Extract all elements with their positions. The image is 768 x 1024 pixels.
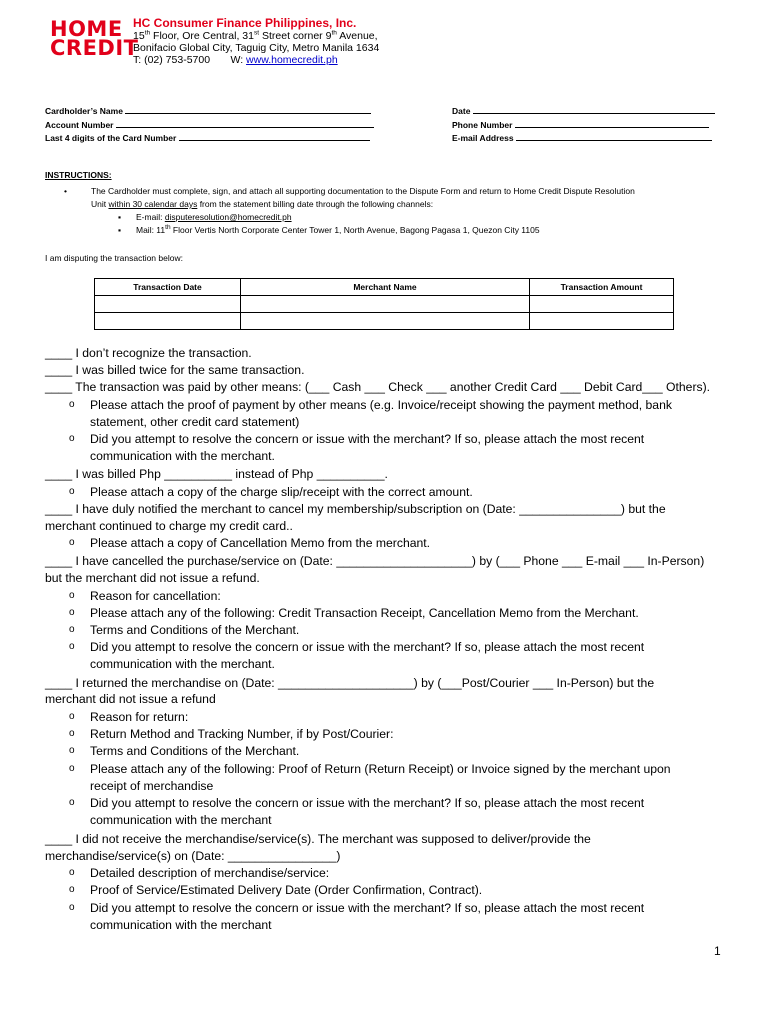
transaction-table (94, 278, 674, 330)
option-not-received-cont: merchandise/service(s) on (Date: ________________) (45, 849, 341, 863)
note-charge-slip: Please attach a copy of the charge slip/receipt with the correct amount. (90, 485, 473, 499)
bullet-o: o (69, 624, 75, 635)
bullet-o: o (69, 867, 75, 878)
table-cell[interactable] (530, 296, 674, 313)
col-transaction-amount: Transaction Amount (530, 279, 674, 296)
bullet-o: o (69, 711, 75, 722)
instructions-title: INSTRUCTIONS: (45, 170, 112, 180)
bullet-o: o (69, 763, 75, 774)
table-cell[interactable] (241, 296, 530, 313)
note-terms: Terms and Conditions of the Merchant. (90, 744, 300, 758)
note-resolve-attempt: Did you attempt to resolve the concern or issue with the merchant? If so, please attach the most recent (90, 640, 645, 654)
phone-number: T: (02) 753-5700 (133, 54, 211, 66)
option-cancel-membership-cont: merchant continued to charge my credit card.. (45, 519, 293, 533)
note-resolve-attempt: Did you attempt to resolve the concern or issue with the merchant? If so, please attach the most recent (90, 432, 645, 446)
option-cancelled-purchase-cont: but the merchant did not issue a refund. (45, 571, 260, 585)
account-number-field[interactable]: Account Number (45, 118, 374, 130)
option-not-received[interactable]: ____ I did not receive the merchandise/service(s). The merchant was supposed to deliver/provide the (45, 832, 591, 846)
email-channel: E-mail: disputeresolution@homecredit.ph (136, 212, 292, 222)
home-credit-logo (50, 17, 139, 60)
bullet-o: o (69, 797, 75, 808)
note-proof-service: Proof of Service/Estimated Delivery Date (Order Confirmation, Contract). (90, 883, 483, 897)
instruction-text-1: The Cardholder must complete, sign, and attach all supporting documentation to the Dispute Form and return to Home Credit Dispute Resolution (91, 186, 635, 196)
cardholder-name-field[interactable]: Cardholder’s Name (45, 104, 371, 116)
option-cancelled-purchase[interactable]: ____ I have cancelled the purchase/service on (Date: ____________________) by (___ Phone ___ E-mail ___ In-Person) (45, 554, 705, 568)
intro-text: I am disputing the transaction below: (45, 253, 183, 263)
option-billed-twice[interactable]: ____ I was billed twice for the same transaction. (45, 363, 305, 377)
note-resolve-attempt: Did you attempt to resolve the concern or issue with the merchant? If so, please attach the most recent (90, 901, 645, 915)
note-cancellation-memo: Please attach a copy of Cancellation Memo from the merchant. (90, 536, 431, 550)
table-row (95, 313, 674, 330)
square-bullet: ▪ (118, 225, 122, 235)
col-transaction-date: Transaction Date (95, 279, 241, 296)
website-link[interactable]: www.homecredit.ph (246, 54, 338, 66)
note-resolve-attempt-cont: communication with the merchant (90, 813, 272, 827)
address-line-1: 15th Floor, Ore Central, 31st Street corner 9th Avenue, (133, 29, 378, 42)
square-bullet: ▪ (118, 212, 122, 222)
option-returned-merchandise[interactable]: ____ I returned the merchandise on (Date: ____________________) by (___Post/Courier ___ In-Person) but the (45, 676, 655, 690)
instruction-text-2: Unit within 30 calendar days from the statement billing date through the following channels: (91, 199, 434, 209)
bullet-o: o (69, 641, 75, 652)
table-cell[interactable] (95, 313, 241, 330)
bullet-o: o (69, 590, 75, 601)
note-reason-cancellation: Reason for cancellation: (90, 589, 221, 603)
option-cancel-membership[interactable]: ____ I have duly notified the merchant to cancel my membership/subscription on (Date: _______________) but the (45, 502, 666, 516)
table-cell[interactable] (95, 296, 241, 313)
bullet-o: o (69, 399, 75, 410)
note-reason-return: Reason for return: (90, 710, 189, 724)
option-returned-merchandise-cont: merchant did not issue a refund (45, 692, 216, 706)
note-proof-return-cont: receipt of merchandise (90, 779, 214, 793)
table-cell[interactable] (530, 313, 674, 330)
phone-number-field[interactable]: Phone Number (452, 118, 709, 130)
dispute-email-link[interactable]: disputeresolution@homecredit.ph (164, 212, 292, 222)
option-unrecognized[interactable]: ____ I don’t recognize the transaction. (45, 346, 252, 360)
col-merchant-name: Merchant Name (241, 279, 530, 296)
note-tracking: Return Method and Tracking Number, if by Post/Courier: (90, 727, 394, 741)
bullet-o: o (69, 884, 75, 895)
mail-channel: Mail: 11th Floor Vertis North Corporate Center Tower 1, North Avenue, Bagong Pagasa 1, Quezon City 1105 (136, 224, 540, 235)
contact-line: T: (02) 753-5700 W: www.homecredit.ph (133, 54, 338, 66)
note-proof-return: Please attach any of the following: Proof of Return (Return Receipt) or Invoice signed by the merchant upon (90, 762, 671, 776)
date-field[interactable]: Date (452, 104, 715, 116)
logo-line-1: HOME (50, 17, 123, 41)
bullet-o: o (69, 745, 75, 756)
note-credit-receipt: Please attach any of the following: Credit Transaction Receipt, Cancellation Memo from the Merchant. (90, 606, 639, 620)
bullet-o: o (69, 728, 75, 739)
note-proof-payment: Please attach the proof of payment by other means (e.g. Invoice/receipt showing the payment method, bank (90, 398, 672, 412)
address-line-2: Bonifacio Global City, Taguig City, Metro Manila 1634 (133, 42, 380, 54)
bullet-o: o (69, 486, 75, 497)
note-resolve-attempt-cont: communication with the merchant. (90, 657, 275, 671)
option-paid-other-means[interactable]: ____ The transaction was paid by other means: (___ Cash ___ Check ___ another Credit Card ___ Debit Card___ Others). (45, 380, 711, 394)
bullet-o: o (69, 537, 75, 548)
bullet-o: o (69, 607, 75, 618)
note-terms: Terms and Conditions of the Merchant. (90, 623, 300, 637)
note-description: Detailed description of merchandise/service: (90, 866, 330, 880)
bullet-o: o (69, 433, 75, 444)
page-number: 1 (714, 944, 721, 958)
bullet-o: o (69, 902, 75, 913)
email-address-field[interactable]: E-mail Address (452, 131, 712, 143)
table-cell[interactable] (241, 313, 530, 330)
table-row (95, 296, 674, 313)
note-resolve-attempt-cont: communication with the merchant (90, 918, 272, 932)
note-proof-payment-cont: statement, other credit card statement) (90, 415, 300, 429)
option-billed-wrong-amount[interactable]: ____ I was billed Php __________ instead of Php __________. (45, 467, 388, 481)
note-resolve-attempt-cont: communication with the merchant. (90, 449, 275, 463)
logo-line-2: CREDIT (50, 36, 139, 60)
bullet-dot: • (64, 186, 67, 196)
company-name: HC Consumer Finance Philippines, Inc. (133, 16, 357, 30)
note-resolve-attempt: Did you attempt to resolve the concern or issue with the merchant? If so, please attach the most recent (90, 796, 645, 810)
last4-field[interactable]: Last 4 digits of the Card Number (45, 131, 370, 143)
